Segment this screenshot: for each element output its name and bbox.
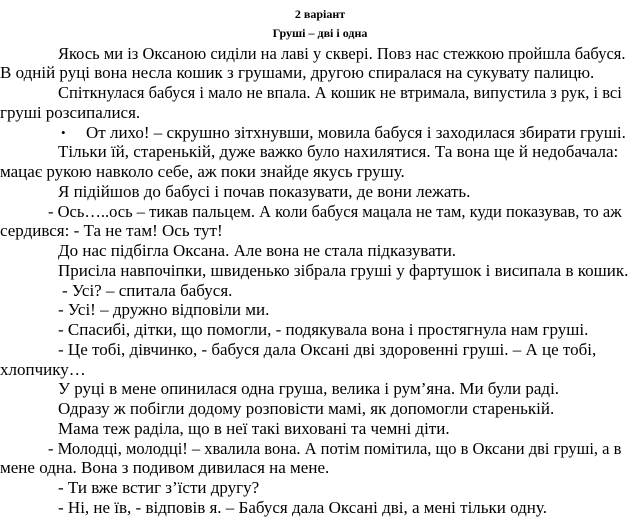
text-line: мацає рукою навколо себе, аж поки знайде якусь грушу. [0,162,405,182]
text-line: В одній руці вона несла кошик з грушами, другою спиралася на сукувату палицю. [0,63,595,83]
text-line: - Це тобі, дівчинко, - бабуся дала Оксані дві здоровенні груші. – А це тобі, [58,339,597,359]
text-line: До нас підбігла Оксана. Але вона не стала підказувати. [58,241,457,261]
text-line: - Усі? – спитала бабуся. [62,280,233,300]
story-title: Груші – дві і одна [272,25,368,40]
list-bullet: • [61,124,66,140]
text-line: груші розсипалися. [0,102,141,122]
text-line: - Ні, не їв, - відповів я. – Бабуся дала Оксані дві, а мені тільки одну. [58,498,547,517]
text-line: Спіткнулася бабуся і мало не впала. А кошик не втримала, випустила з рук, і всі [58,83,622,103]
text-line: - Спасибі, дітки, що помогли, - подякувала вона і простягнула нам груші. [58,320,589,340]
text-line: У руці в мене опинилася одна груша, велика і рум’яна. Ми були раді. [58,379,560,399]
text-line: Присіла навпочіпки, швиденько зібрала груші у фартушок і висипала в кошик. [58,260,629,280]
text-line: сердився: - Та не там! Ось тут! [0,221,223,241]
text-line: Тільки їй, старенькій, дуже важко було нахилятися. Та вона ще й недобачала: [58,142,619,162]
text-line: - Ось…..ось – тикав пальцем. А коли бабуся мацала не там, куди показував, то аж [48,201,622,221]
text-line: От лихо! – скрушно зітхнувши, мовила бабуся і заходилася збирати груші. [86,122,626,142]
text-line: - Молодці, молодці! – хвалила вона. А потім помітила, що в Оксани дві груші, а в [48,438,622,458]
text-line: Я підійшов до бабусі і почав показувати, де вони лежать. [58,181,471,201]
text-line: Мама теж раділа, що в неї такі виховані та чемні діти. [58,418,450,438]
variant-heading: 2 варіант [294,7,346,21]
text-line: мене одна. Вона з подивом дивилася на мене. [0,458,330,478]
text-line: Одразу ж побігли додому розповісти мамі, як допомогли старенькій. [58,399,555,419]
text-line: Якось ми із Оксаною сиділи на лаві у сквері. Повз нас стежкою пройшла бабуся. [58,43,626,63]
text-line: хлопчику… [0,359,86,379]
text-line: - Усі! – дружно відповіли ми. [58,300,270,320]
text-line: - Ти вже встиг з’їсти другу? [58,478,260,498]
